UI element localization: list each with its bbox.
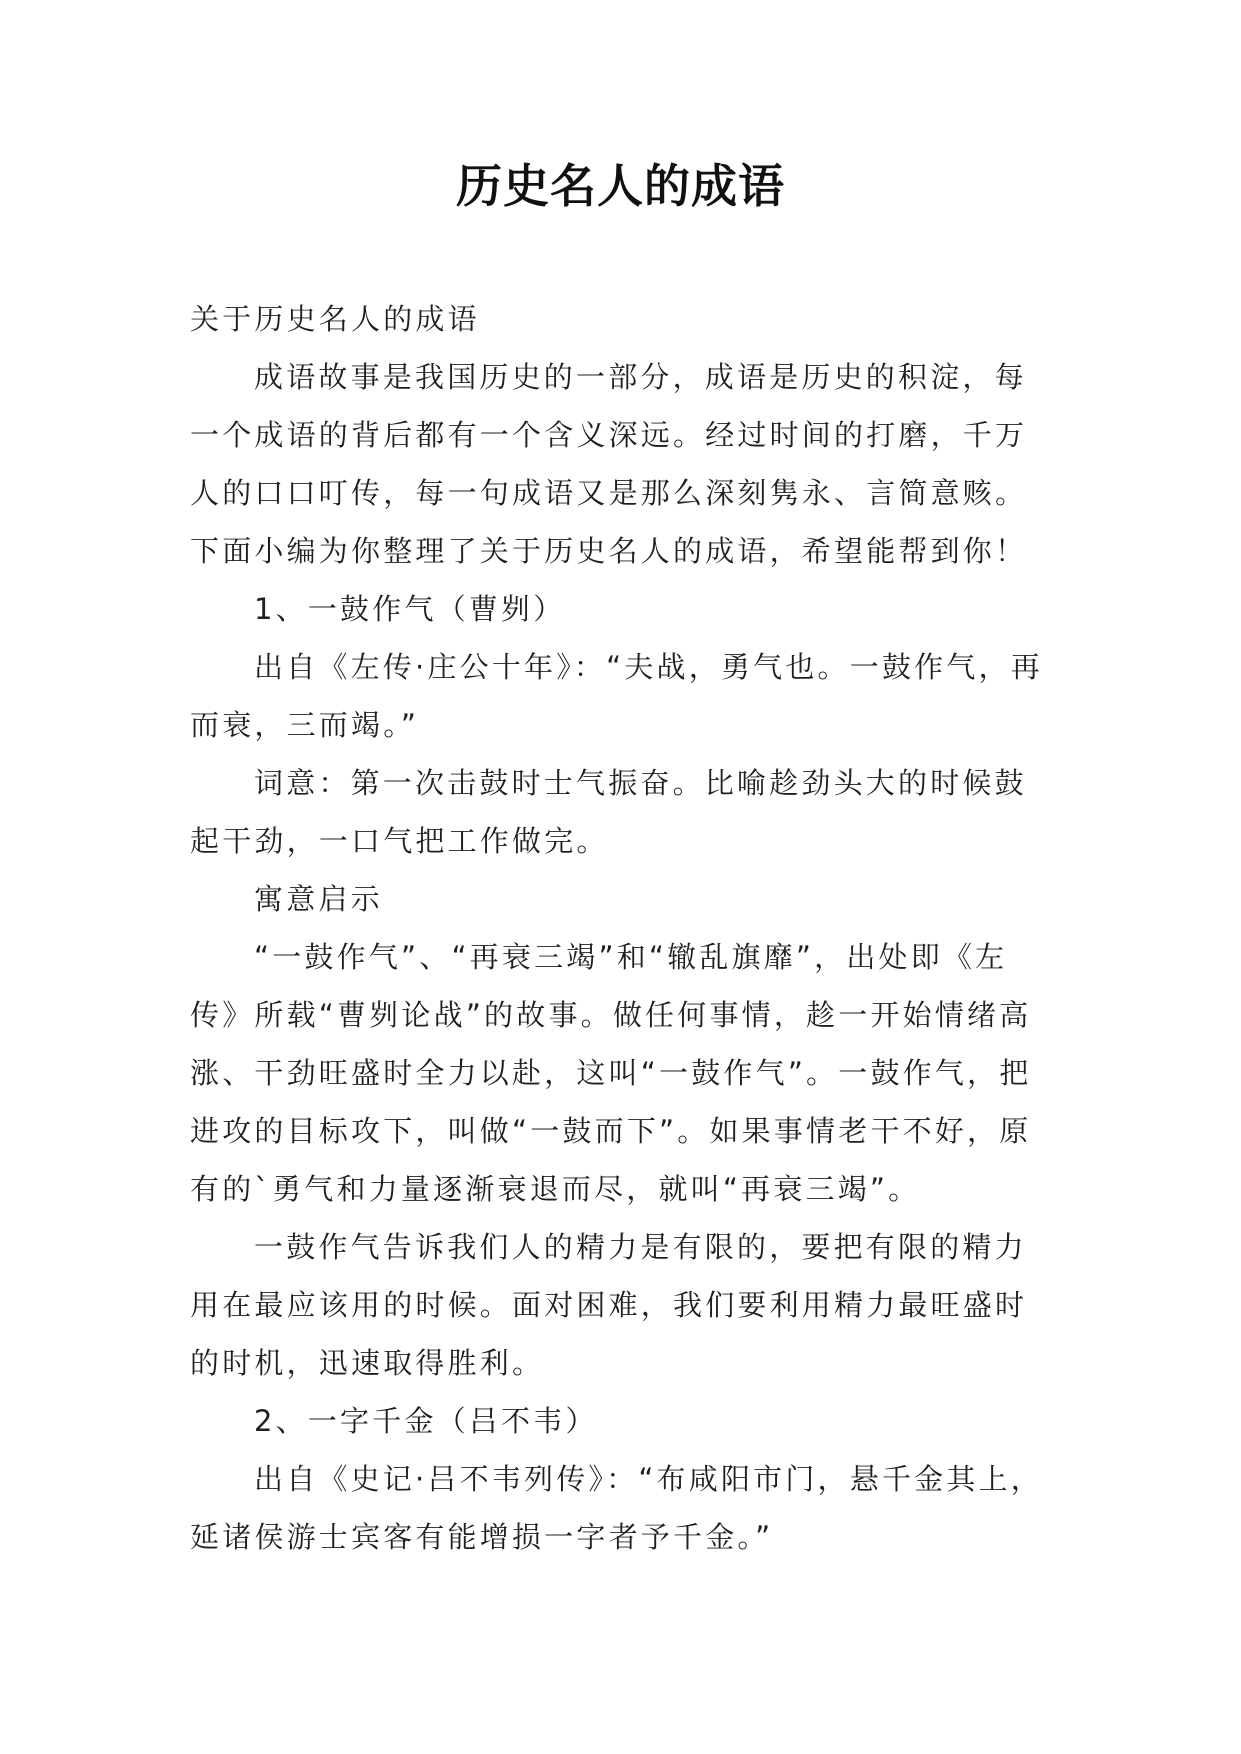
idiom-heading-1: 1、一鼓作气（曹刿） [254,592,566,626]
paragraph-insight-2: 一鼓作气告诉我们人的精力是有限的，要把有限的精力用在最应该用的时候。面对困难，我们要利用精力最旺盛时的时机，迅速取得胜利。 [190,1230,1028,1380]
section-heading-insight: 寓意启示 [254,882,383,916]
paragraph-source-1: 出自《左传·庄公十年》：“夫战，勇气也。一鼓作气，再而衰，三而竭。” [190,650,1043,742]
paragraph-insight-1: “一鼓作气”、“再衰三竭”和“辙乱旗靡”，出处即《左传》所载“曹刿论战”的故事。做任何事情，趁一开始情绪高涨、干劲旺盛时全力以赴，这叫“一鼓作气”。一鼓作气，把进攻的目标攻下，叫做“一鼓而下”。如果事情老干不好，原有的`勇气和力量逐渐衰退而尽，就叫“再衰三竭”。 [190,940,1032,1206]
document-body [190,290,1052,1566]
document-subtitle: 关于历史名人的成语 [190,302,480,336]
paragraph-meaning-1: 词意：第一次击鼓时士气振奋。比喻趁劲头大的时候鼓起干劲，一口气把工作做完。 [190,766,1027,858]
document-title: 历史名人的成语 [456,159,785,213]
idiom-heading-2: 2、一字千金（吕不韦） [254,1404,598,1438]
paragraph-intro: 成语故事是我国历史的一部分，成语是历史的积淀，每一个成语的背后都有一个含义深远。经过时间的打磨，千万人的口口叮传，每一句成语又是那么深刻隽永、言简意赅。下面小编为你整理了关于历史名人的成语，希望能帮到你！ [190,360,1028,568]
paragraph-source-2: 出自《史记·吕不韦列传》：“布咸阳市门，悬千金其上，延诸侯游士宾客有能增损一字者予千金。” [190,1462,1043,1554]
